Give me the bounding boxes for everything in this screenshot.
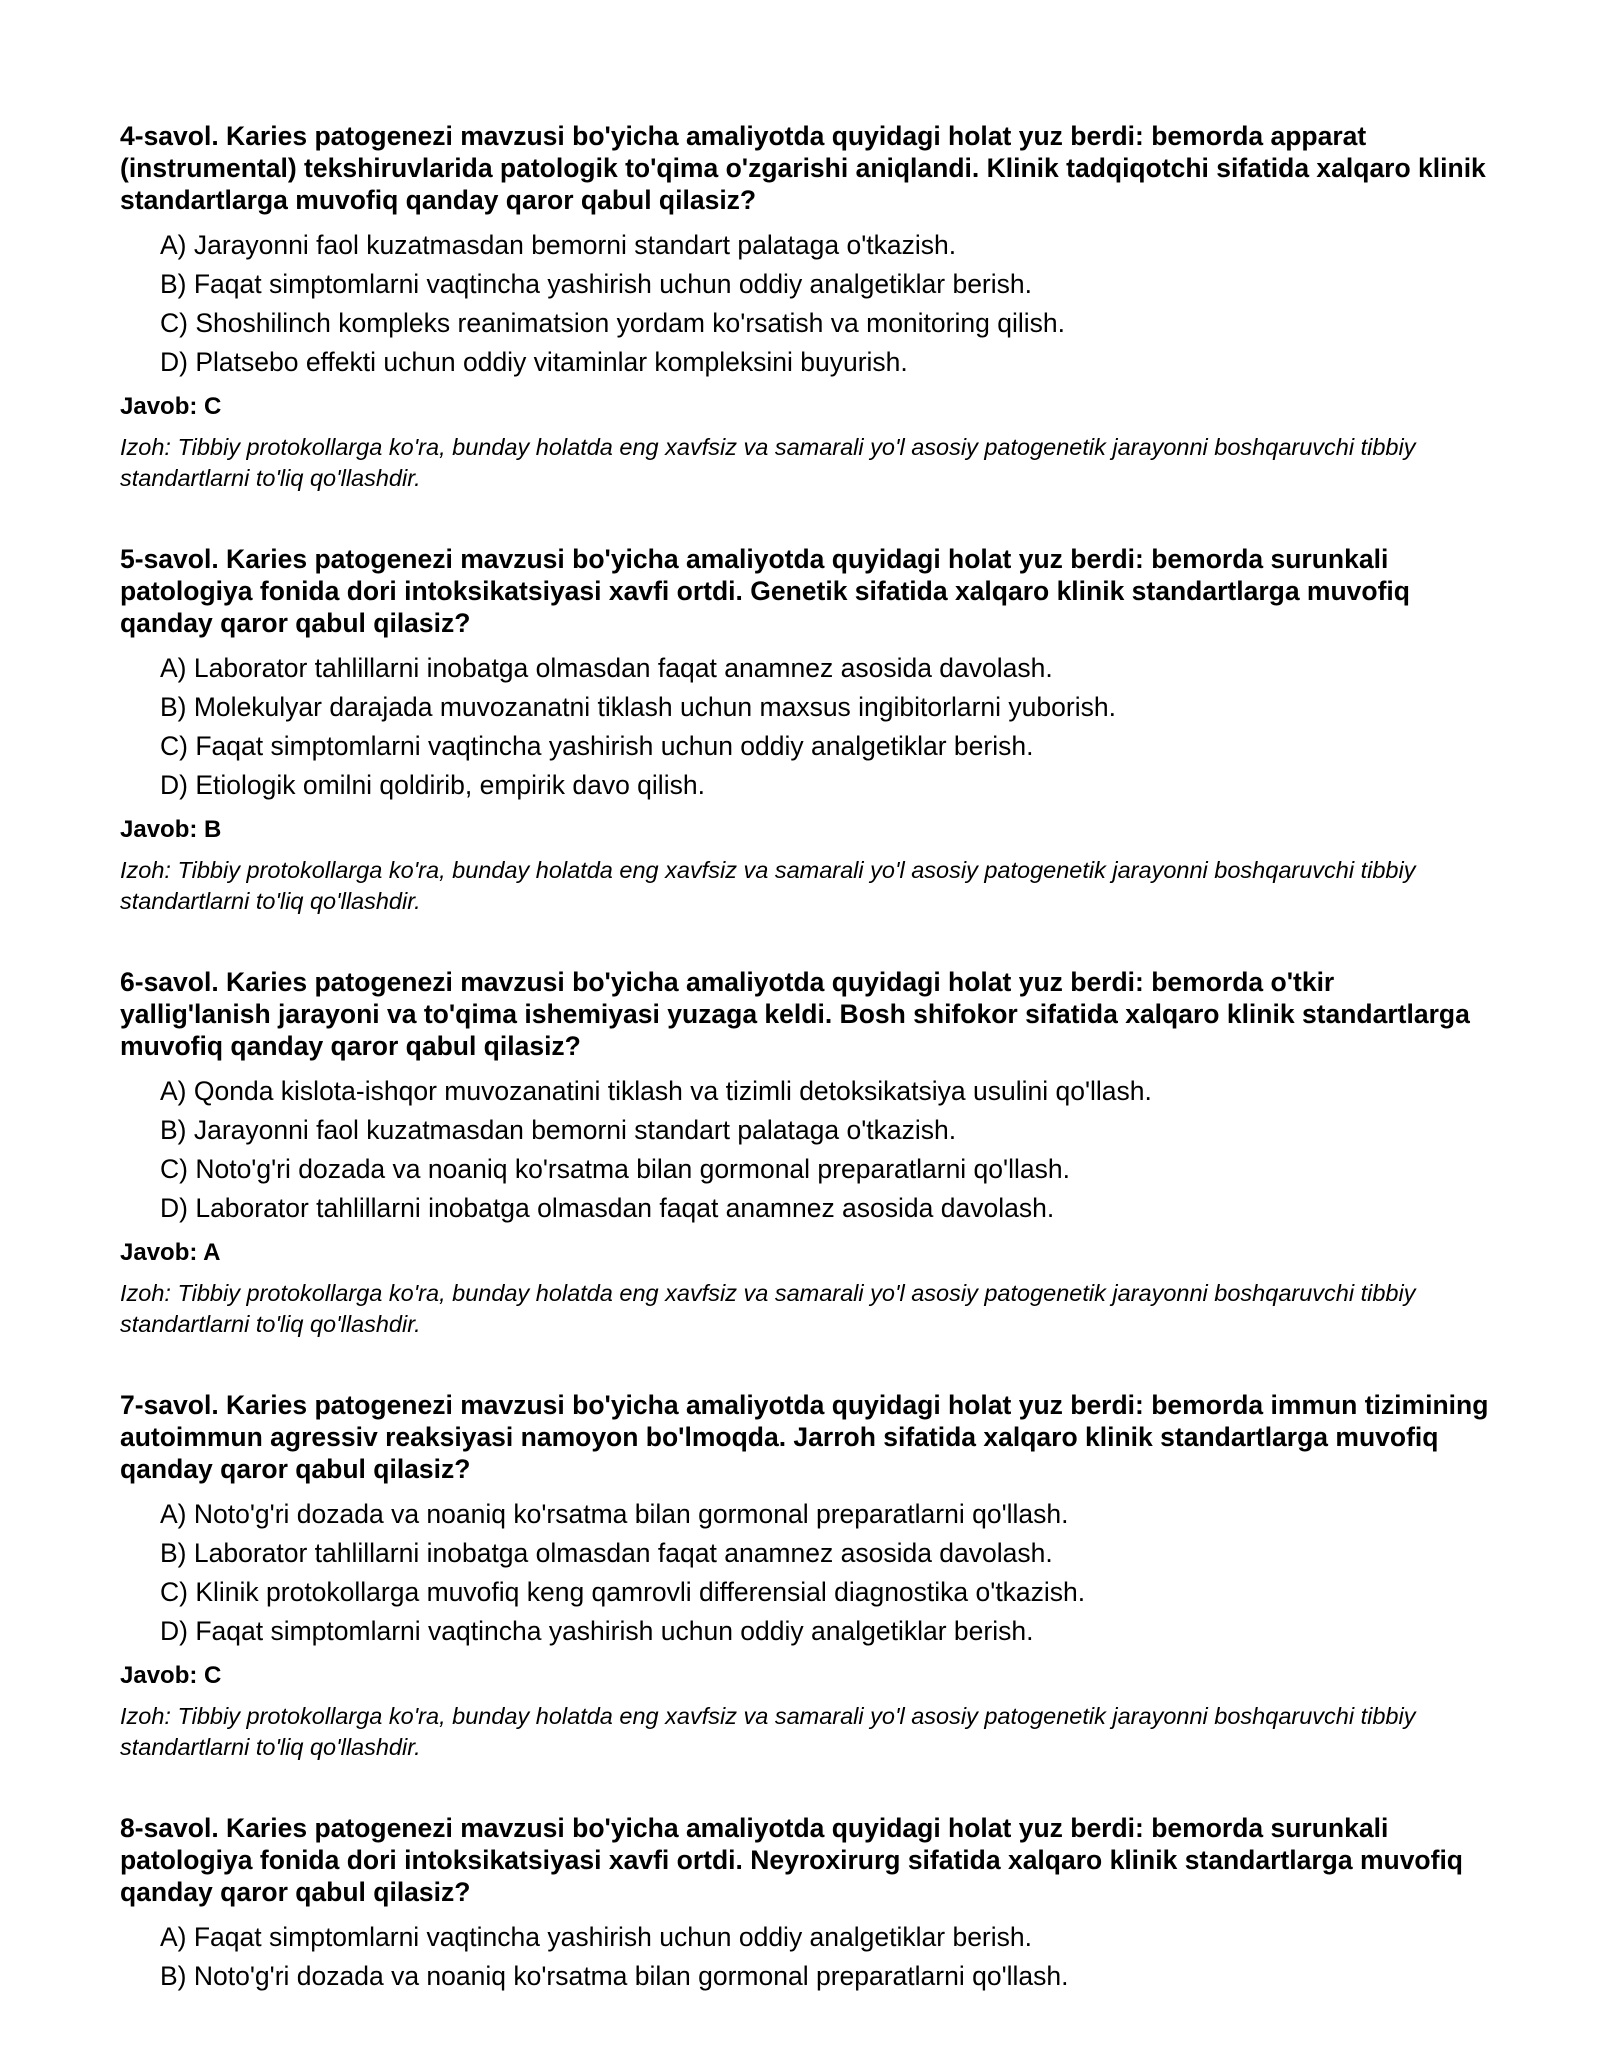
explanation-note: Izoh: Tibbiy protokollarga ko'ra, bunday holatda eng xavfsiz va samarali yo'l asosiy patogenetik jarayonni boshqaruvchi tibbiy standartlarni to'liq qo'llashdir. bbox=[120, 857, 1416, 914]
option-c: C) Noto'g'ri dozada va noaniq ko'rsatma bilan gormonal preparatlarni qo'llash. bbox=[160, 1154, 1070, 1184]
option-list bbox=[160, 1072, 1490, 1228]
question-text: 8-savol. Karies patogenezi mavzusi bo'yicha amaliyotda quyidagi holat yuz berdi: bemorda surunkali patologiya fonida dori intoksikatsiyasi xavfi ortdi. Neyroxirurg sifatida xalqaro klinik standartlarga muvofiq qanday qaror qabul qilasiz? bbox=[120, 1813, 1463, 1907]
question-text: 7-savol. Karies patogenezi mavzusi bo'yicha amaliyotda quyidagi holat yuz berdi: bemorda immun tizimining autoimmun agressiv reaksiyasi namoyon bo'lmoqda. Jarroh sifatida xalqaro klinik standartlarga muvofiq qanday qaror qabul qilasiz? bbox=[120, 1390, 1489, 1484]
option-c: C) Faqat simptomlarni vaqtincha yashirish uchun oddiy analgetiklar berish. bbox=[160, 731, 1034, 761]
question-block bbox=[120, 1389, 1490, 1763]
question-block bbox=[120, 1812, 1490, 1996]
question-block bbox=[120, 966, 1490, 1340]
question-text: 6-savol. Karies patogenezi mavzusi bo'yicha amaliyotda quyidagi holat yuz berdi: bemorda o'tkir yallig'lanish jarayoni va to'qima ishemiyasi yuzaga keldi. Bosh shifokor sifatida xalqaro klinik standartlarga muvofiq qanday qaror qabul qilasiz? bbox=[120, 967, 1470, 1061]
answer-text: Javob: B bbox=[120, 816, 222, 843]
option-list bbox=[160, 1918, 1490, 1996]
document-page bbox=[120, 120, 1490, 2045]
answer-text: Javob: A bbox=[120, 1239, 221, 1266]
option-d: D) Laborator tahlillarni inobatga olmasdan faqat anamnez asosida davolash. bbox=[160, 1193, 1055, 1223]
option-a: A) Jarayonni faol kuzatmasdan bemorni standart palataga o'tkazish. bbox=[160, 230, 957, 260]
option-d: D) Platsebo effekti uchun oddiy vitaminlar kompleksini buyurish. bbox=[160, 347, 908, 377]
option-b: B) Laborator tahlillarni inobatga olmasdan faqat anamnez asosida davolash. bbox=[160, 1538, 1053, 1568]
explanation-note: Izoh: Tibbiy protokollarga ko'ra, bunday holatda eng xavfsiz va samarali yo'l asosiy patogenetik jarayonni boshqaruvchi tibbiy standartlarni to'liq qo'llashdir. bbox=[120, 1280, 1416, 1337]
explanation-note: Izoh: Tibbiy protokollarga ko'ra, bunday holatda eng xavfsiz va samarali yo'l asosiy patogenetik jarayonni boshqaruvchi tibbiy standartlarni to'liq qo'llashdir. bbox=[120, 434, 1416, 491]
question-block bbox=[120, 120, 1490, 494]
answer-text: Javob: C bbox=[120, 393, 222, 420]
option-a: A) Laborator tahlillarni inobatga olmasdan faqat anamnez asosida davolash. bbox=[160, 653, 1053, 683]
explanation-note: Izoh: Tibbiy protokollarga ko'ra, bunday holatda eng xavfsiz va samarali yo'l asosiy patogenetik jarayonni boshqaruvchi tibbiy standartlarni to'liq qo'llashdir. bbox=[120, 1703, 1416, 1760]
option-b: B) Jarayonni faol kuzatmasdan bemorni standart palataga o'tkazish. bbox=[160, 1115, 957, 1145]
option-d: D) Etiologik omilni qoldirib, empirik davo qilish. bbox=[160, 770, 705, 800]
option-a: A) Qonda kislota-ishqor muvozanatini tiklash va tizimli detoksikatsiya usulini qo'llash. bbox=[160, 1076, 1152, 1106]
option-list bbox=[160, 649, 1490, 805]
question-block bbox=[120, 543, 1490, 917]
option-d: D) Faqat simptomlarni vaqtincha yashirish uchun oddiy analgetiklar berish. bbox=[160, 1616, 1034, 1646]
option-b: B) Faqat simptomlarni vaqtincha yashirish uchun oddiy analgetiklar berish. bbox=[160, 269, 1032, 299]
question-text: 5-savol. Karies patogenezi mavzusi bo'yicha amaliyotda quyidagi holat yuz berdi: bemorda surunkali patologiya fonida dori intoksikatsiyasi xavfi ortdi. Genetik sifatida xalqaro klinik standartlarga muvofiq qanday qaror qabul qilasiz? bbox=[120, 544, 1410, 638]
option-list bbox=[160, 226, 1490, 382]
option-b: B) Noto'g'ri dozada va noaniq ko'rsatma bilan gormonal preparatlarni qo'llash. bbox=[160, 1961, 1069, 1991]
option-c: C) Shoshilinch kompleks reanimatsion yordam ko'rsatish va monitoring qilish. bbox=[160, 308, 1065, 338]
option-a: A) Faqat simptomlarni vaqtincha yashirish uchun oddiy analgetiklar berish. bbox=[160, 1922, 1032, 1952]
option-b: B) Molekulyar darajada muvozanatni tiklash uchun maxsus ingibitorlarni yuborish. bbox=[160, 692, 1116, 722]
option-c: C) Klinik protokollarga muvofiq keng qamrovli differensial diagnostika o'tkazish. bbox=[160, 1577, 1086, 1607]
question-text: 4-savol. Karies patogenezi mavzusi bo'yicha amaliyotda quyidagi holat yuz berdi: bemorda apparat (instrumental) tekshiruvlarida patologik to'qima o'zgarishi aniqlandi. Klinik tadqiqotchi sifatida xalqaro klinik standartlarga muvofiq qanday qaror qabul qilasiz? bbox=[120, 121, 1486, 215]
answer-text: Javob: C bbox=[120, 1662, 222, 1689]
option-list bbox=[160, 1495, 1490, 1651]
option-a: A) Noto'g'ri dozada va noaniq ko'rsatma bilan gormonal preparatlarni qo'llash. bbox=[160, 1499, 1069, 1529]
